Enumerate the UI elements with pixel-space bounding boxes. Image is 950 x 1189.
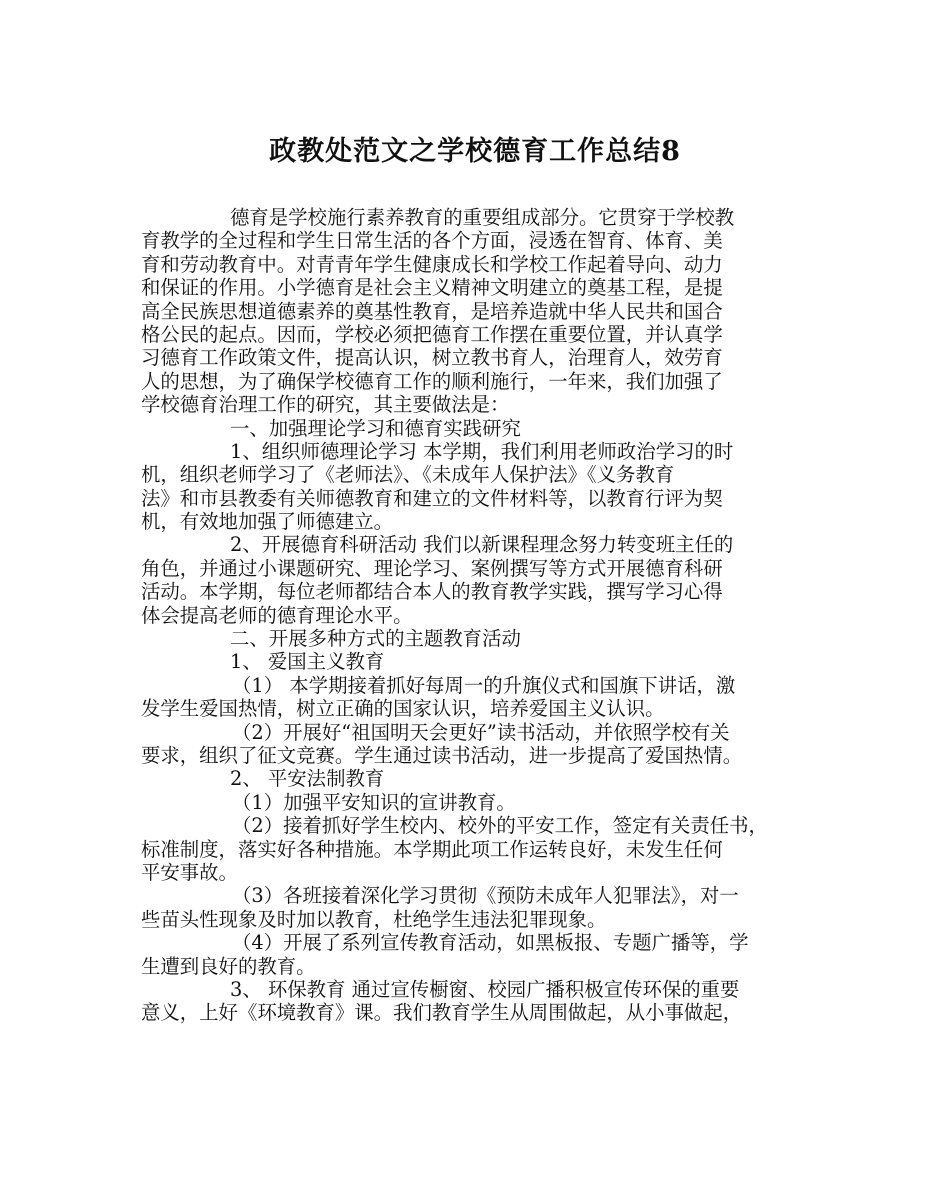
text-line: （2）接着抓好学生校内、校外的平安工作，签定有关责任书， [232,814,768,838]
text-line: （2）开展好“祖国明天会更好”读书活动，并依照学校有关 [232,720,730,744]
text-line: 平安事故。 [141,860,238,884]
text-line: 标准制度，落实好各种措施。本学期此项工作运转良好，未发生任何 [141,837,723,861]
text-line: 2、 平安法制教育 [230,767,385,791]
text-line: 要求，组织了征文竞赛。学生通过读书活动，进一步提高了爱国热情。 [141,743,743,767]
document-body [141,206,821,1025]
text-line: 角色，并通过小课题研究、理论学习、案例撰写等方式开展德育科研 [141,556,723,580]
text-line: 1、组织师德理论学习 本学期，我们利用老师政治学习的时 [230,439,734,463]
text-line: 发学生爱国热情，树立正确的国家认识，培养爱国主义认识。 [141,697,665,721]
text-line: 2、开展德育科研活动 我们以新课程理念努力转变班主任的 [230,533,734,557]
document-title: 政教处范文之学校德育工作总结8 [269,136,681,167]
text-line: 习德育工作政策文件，提高认识，树立教书育人，治理育人，效劳育 [141,346,723,370]
text-line: 人的思想，为了确保学校德育工作的顺利施行，一年来，我们加强了 [141,369,723,393]
text-line: 学校德育治理工作的研究，其主要做法是： [141,393,510,417]
text-line: 3、 环保教育 通过宣传橱窗、校园广播积极宣传环保的重要 [230,977,740,1001]
text-line: 活动。本学期，每位老师都结合本人的教育教学实践，撰写学习心得 [141,580,723,604]
text-line: 育教学的全过程和学生日常生活的各个方面，浸透在智育、体育、美 [141,229,723,253]
text-line: 格公民的起点。因而，学校必须把德育工作摆在重要位置，并认真学 [141,322,723,346]
text-line: 些苗头性现象及时加以教育，杜绝学生违法犯罪现象。 [141,907,607,931]
text-line: 育和劳动教育中。对青青年学生健康成长和学校工作起着导向、动力 [141,252,723,276]
text-line: 意义，上好《环境教育》课。我们教育学生从周围做起，从小事做起， [141,1001,743,1025]
text-line: 体会提高老师的德育理论水平。 [141,603,413,627]
text-line: 德育是学校施行素养教育的重要组成部分。它贯穿于学校教 [230,206,735,229]
text-line: 二、开展多种方式的主题教育活动 [230,627,521,651]
text-line: 1、 爱国主义教育 [230,650,385,674]
text-line: （4）开展了系列宣传教育活动，如黑板报、专题广播等，学 [232,931,749,955]
text-line: （1）加强平安知识的宣讲教育。 [232,790,516,814]
text-line: 机，组织老师学习了《老师法》、《未成年人保护法》《义务教育 [141,463,675,487]
text-line: 高全民族思想道德素养的奠基性教育，是培养造就中华人民共和国合 [141,299,723,323]
text-line: 法》和市县教委有关师德教育和建立的文件材料等，以教育行评为契 [141,486,723,510]
text-line: （1） 本学期接着抓好每周一的升旗仪式和国旗下讲话，激 [232,673,736,697]
text-line: 一、加强理论学习和德育实践研究 [230,416,521,440]
text-line: 和保证的作用。小学德育是社会主义精神文明建立的奠基工程，是提 [141,276,723,300]
text-line: （3）各班接着深化学习贯彻《预防未成年人犯罪法》，对一 [232,884,739,908]
text-line: 生遭到良好的教育。 [141,954,316,978]
text-line: 机，有效地加强了师德建立。 [141,510,394,534]
